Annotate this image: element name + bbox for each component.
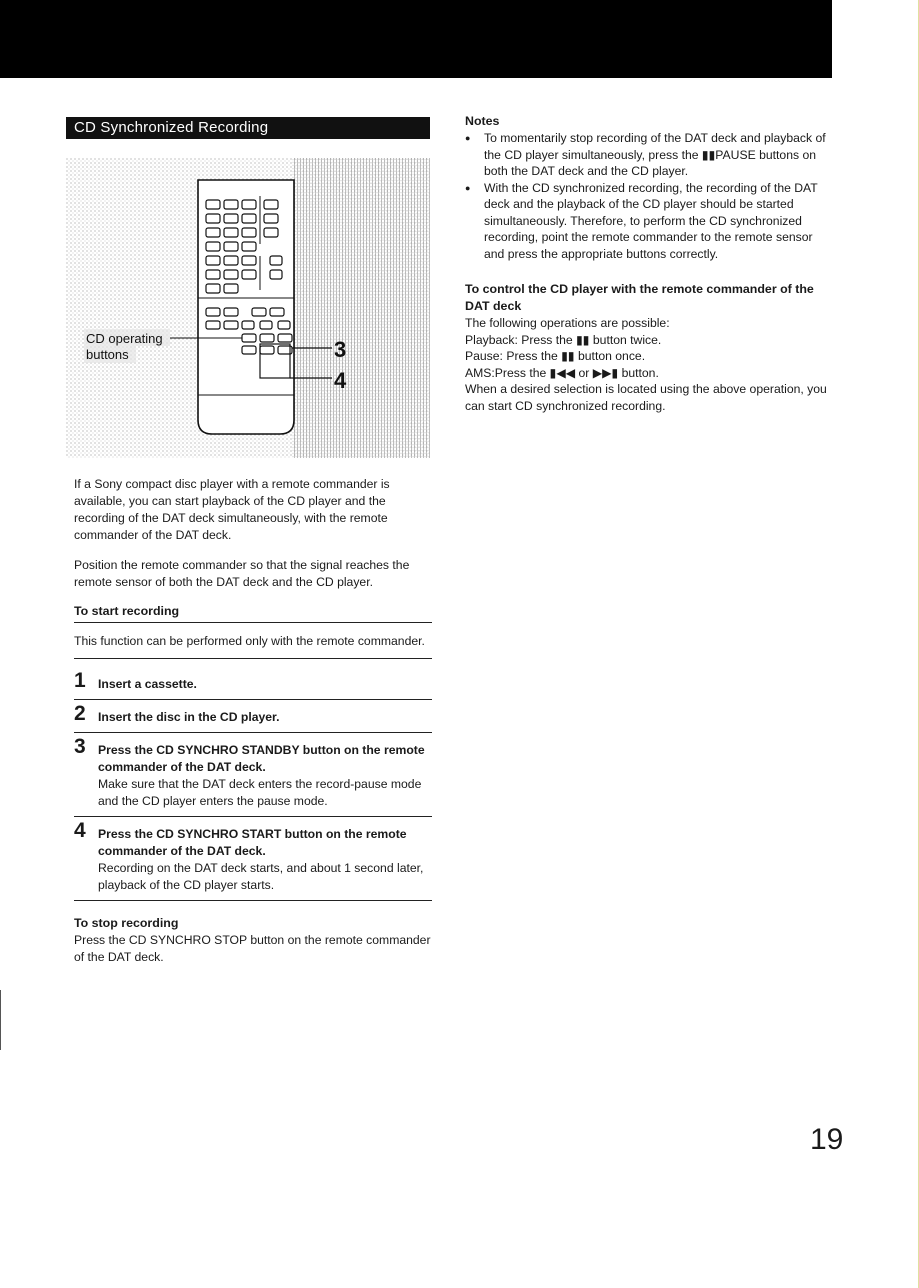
remote-control-line: AMS:Press the ▮◀◀ or ▶▶▮ button. — [465, 365, 659, 380]
step-1 — [74, 667, 432, 700]
step-number: 3 — [74, 735, 86, 758]
start-recording-note: This function can be performed only with the remote commander. — [74, 633, 432, 659]
left-edge-line — [0, 990, 1, 1050]
step-4 — [74, 817, 432, 901]
step-number: 4 — [74, 819, 86, 842]
remote-control-line: Playback: Press the ▮▮ button twice. — [465, 332, 662, 347]
page-number: 19 — [810, 1123, 844, 1156]
step-number: 1 — [74, 669, 86, 692]
step-2 — [74, 700, 432, 733]
callout-number-4: 4 — [334, 368, 347, 393]
step-title: Press the CD SYNCHRO START button on the remote commander of the DAT deck. — [98, 827, 407, 858]
step-title: Press the CD SYNCHRO STANDBY button on the remote commander of the DAT deck. — [98, 743, 425, 774]
step-body: Make sure that the DAT deck enters the record-pause mode and the CD player enters the pause mode. — [98, 777, 422, 808]
top-black-bar — [0, 0, 832, 78]
callout-label-line2: buttons — [86, 347, 129, 362]
intro-paragraph-1: If a Sony compact disc player with a remote commander is available, you can start playback of the CD player and the recording of the DAT deck simultaneously, with the remote commander of the DAT deck. — [74, 477, 390, 542]
note-item: ● With the CD synchronized recording, the recording of the DAT deck and the playback of the CD player should be started simultaneously. Therefore, to perform the CD synchronized recording, point the remote commander to the remote sensor and press the appropriate buttons correctly. — [465, 180, 830, 263]
step-3 — [74, 733, 432, 817]
remote-commander-figure — [66, 158, 430, 458]
notes-heading: Notes — [465, 114, 500, 128]
callout-label-line1: CD operating — [86, 331, 163, 346]
note-item: ● To momentarily stop recording of the DAT deck and playback of the CD player simultaneously, press the ▮▮PAUSE buttons on both the DAT deck and the CD player. — [465, 130, 830, 180]
remote-control-heading: To control the CD player with the remote commander of the DAT deck — [465, 282, 814, 313]
step-body: Recording on the DAT deck starts, and about 1 second later, playback of the CD player starts. — [98, 861, 424, 892]
right-column — [465, 113, 830, 414]
step-title: Insert the disc in the CD player. — [98, 710, 280, 724]
halftone-dense-area — [292, 158, 430, 458]
step-number: 2 — [74, 702, 86, 725]
intro-paragraph-2: Position the remote commander so that the signal reaches the remote sensor of both the DAT deck and the CD player. — [74, 558, 410, 589]
stop-recording-heading: To stop recording — [74, 916, 179, 930]
notes-list — [465, 130, 830, 262]
left-column — [74, 476, 432, 966]
callout-number-3: 3 — [334, 337, 347, 362]
step-title: Insert a cassette. — [98, 677, 197, 691]
remote-control-line: Pause: Press the ▮▮ button once. — [465, 349, 646, 363]
remote-control-line: The following operations are possible: — [465, 316, 670, 330]
section-title: CD Synchronized Recording — [66, 117, 430, 139]
stop-recording-body: Press the CD SYNCHRO STOP button on the remote commander of the DAT deck. — [74, 933, 431, 964]
start-recording-heading: To start recording — [74, 604, 432, 623]
remote-control-line: When a desired selection is located using the above operation, you can start CD synchronized recording. — [465, 382, 827, 413]
